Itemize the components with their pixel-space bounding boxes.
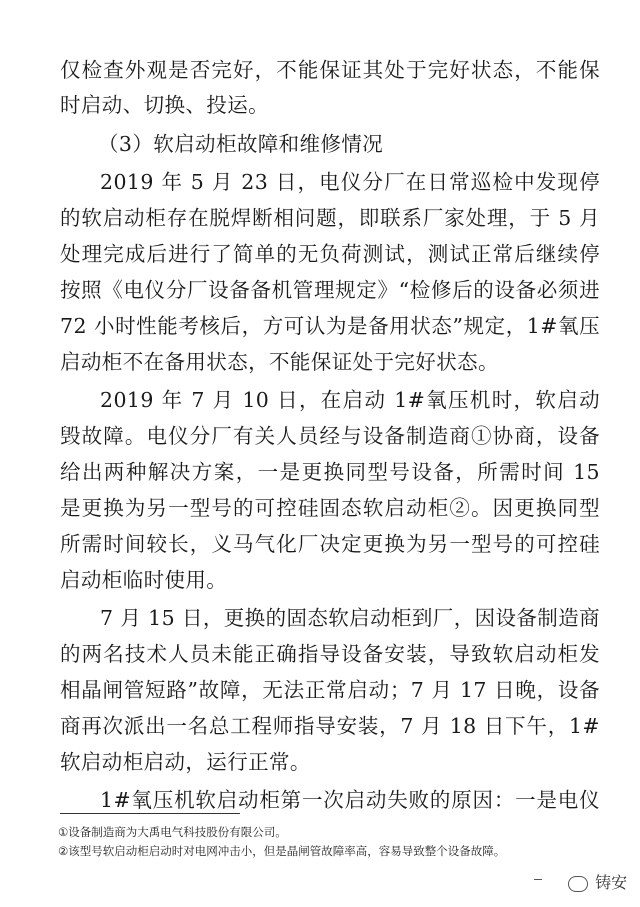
body-text-line: 按照《电仪分厂设备备机管理规定》“检修后的设备必须进 (60, 278, 600, 302)
body-text-line: 的软启动柜存在脱焊断相问题，即联系厂家处理，于 5 月 (60, 206, 600, 230)
chat-bubble-icon (568, 876, 588, 892)
body-text-line: 是更换为另一型号的可控硅固态软启动柜②。因更换同型 (60, 496, 600, 520)
body-text-line: 相晶闸管短路”故障，无法正常启动；7 月 17 日晚，设备 (60, 678, 600, 702)
body-text-line: 7 月 15 日，更换的固态软启动柜到厂，因设备制造商 (100, 606, 600, 630)
body-text-line: 的两名技术人员未能正确指导设备安装，导致软启动柜发 (60, 642, 600, 666)
footnote-divider (60, 813, 240, 814)
body-text-line: 所需时间较长，义马气化厂决定更换为另一型号的可控硅 (60, 532, 600, 556)
watermark-text: 铸安 (595, 873, 628, 892)
body-text-line: 启动柜不在备用状态，不能保证处于完好状态。 (60, 350, 499, 374)
body-text-line: 2019 年 5 月 23 日，电仪分厂在日常巡检中发现停 (100, 170, 600, 194)
section-heading: （3）软启动柜故障和维修情况 (98, 132, 384, 156)
body-text-line: 处理完成后进行了简单的无负荷测试，测试正常后继续停 (60, 242, 600, 266)
body-text-line: 启动柜临时使用。 (60, 568, 228, 592)
footnote-1: ①设备制造商为大禹电气科技股份有限公司。 (58, 825, 287, 839)
body-text-line: 给出两种解决方案，一是更换同型号设备，所需时间 15 (60, 460, 600, 484)
body-text-line: 商再次派出一名总工程师指导安装，7 月 18 日下午，1# (60, 714, 600, 738)
watermark (568, 870, 627, 893)
body-text-line: 毁故障。电仪分厂有关人员经与设备制造商①协商，设备 (60, 424, 600, 448)
body-text-line: 1#氧压机软启动柜第一次启动失败的原因：一是电仪 (100, 788, 600, 812)
footnote-2: ②该型号软启动柜启动时对电网冲击小，但是晶闸管故障率高，容易导致整个设备故障。 (58, 844, 506, 858)
body-text-line: 72 小时性能考核后，方可认为是备用状态”规定，1#氧压 (60, 314, 600, 338)
body-text-line: 2019 年 7 月 10 日，在启动 1#氧压机时，软启动 (100, 388, 600, 412)
body-text-line: 仅检查外观是否完好，不能保证其处于完好状态，不能保 (60, 58, 600, 82)
body-text-line: 时启动、切换、投运。 (60, 93, 269, 117)
body-text-line: 软启动柜启动，运行正常。 (60, 750, 311, 774)
watermark-dash (534, 879, 542, 880)
